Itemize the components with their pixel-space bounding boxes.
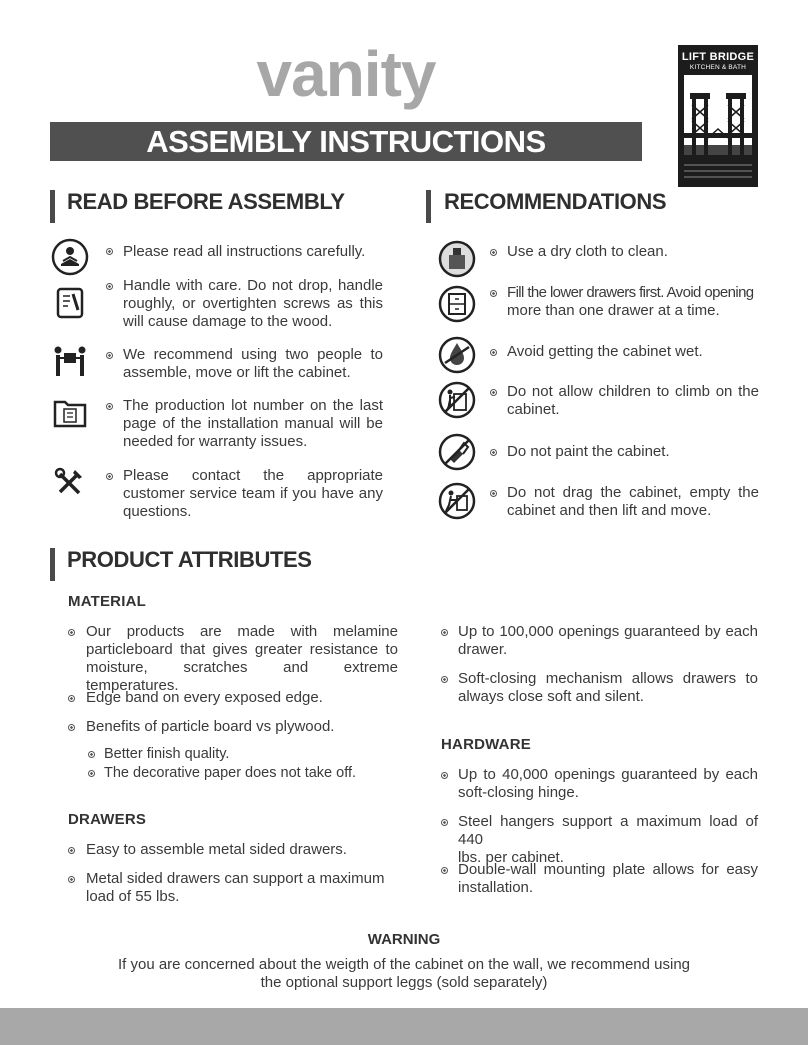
bullet <box>88 770 95 777</box>
no-paint-icon <box>437 432 477 472</box>
read-item-5-line3: questions. <box>123 503 192 520</box>
hardware-item-2 <box>458 813 758 867</box>
rec-item-1 <box>507 243 759 261</box>
two-people-icon <box>50 340 90 380</box>
no-drag-icon <box>437 481 477 521</box>
rec-item-5-line1: Do not paint the cabinet. <box>507 443 670 460</box>
read-item-4-line2: page of the installation manual will be <box>123 415 383 432</box>
rec-item-2-line1: Fill the lower drawers first. Avoid opening <box>507 284 754 301</box>
rec-item-4-line1: Do not allow children to climb on the <box>507 383 759 400</box>
hardware-heading: HARDWARE <box>441 736 531 753</box>
hardware-item-3-line2: installation. <box>458 879 534 896</box>
tools-icon <box>50 462 90 502</box>
read-item-3-line1: We recommend using two people to <box>123 346 383 363</box>
read-item-3-line2: assemble, move or lift the cabinet. <box>123 364 351 381</box>
read-item-1 <box>123 243 383 261</box>
read-item-2 <box>123 277 383 331</box>
rec-item-2 <box>507 284 759 320</box>
no-climb-icon <box>437 380 477 420</box>
bullet <box>490 290 497 297</box>
material-item-1 <box>86 623 398 695</box>
drawers-item-2 <box>86 870 398 906</box>
warning-text <box>100 956 708 992</box>
bullet <box>441 819 448 826</box>
bullet <box>68 876 75 883</box>
rec-item-6-line1: Do not drag the cabinet, empty the <box>507 484 759 501</box>
logo-line1: LIFT BRIDGE <box>681 51 755 63</box>
material-item-1-line1: Our products are made with melamine <box>86 623 398 640</box>
bullet <box>88 751 95 758</box>
rec-item-5 <box>507 443 759 461</box>
read-item-4-line1: The production lot number on the last <box>123 397 383 414</box>
bullet <box>490 449 497 456</box>
rec-item-4-line2: cabinet. <box>507 401 560 418</box>
page-title: ASSEMBLY INSTRUCTIONS <box>50 122 642 161</box>
warning-line1: If you are concerned about the weigth of the cabinet on the wall, we recommend using <box>117 956 690 973</box>
read-item-4-line3: needed for warranty issues. <box>123 433 308 450</box>
warning-heading: WARNING <box>367 931 441 948</box>
product-name: vanity <box>256 38 436 110</box>
no-water-icon <box>437 335 477 375</box>
recommendations-title: RECOMMENDATIONS <box>444 189 667 214</box>
product-attributes-title: PRODUCT ATTRIBUTES <box>67 547 312 572</box>
bullet <box>68 847 75 854</box>
drawers-item-2-line2: load of 55 lbs. <box>86 888 180 905</box>
material-item-2-line1: Edge band on every exposed edge. <box>86 689 323 706</box>
read-item-5-line2: customer service team if you have any <box>123 485 383 502</box>
drawers-icon <box>437 284 477 324</box>
bullet <box>106 403 113 410</box>
brand-logo <box>678 45 758 187</box>
bullet <box>441 867 448 874</box>
hardware-item-2-line2: lbs. per cabinet. <box>458 849 564 866</box>
rec-item-2-line2: more than one drawer at a time. <box>507 302 720 319</box>
material-item-1-line2: particleboard that gives greater resistance to <box>86 641 398 658</box>
drawers-item-1 <box>86 841 398 859</box>
bridge-illustration-icon <box>684 75 752 183</box>
rec-item-6 <box>507 484 759 520</box>
rec-item-1-line1: Use a dry cloth to clean. <box>507 243 668 260</box>
read-item-5 <box>123 467 383 521</box>
hardware-item-3 <box>458 861 758 897</box>
read-item-1-line1: Please read all instructions carefully. <box>123 243 366 260</box>
material-subitem-2: The decorative paper does not take off. <box>104 765 357 781</box>
bullet <box>441 772 448 779</box>
drawers-item-1-line1: Easy to assemble metal sided drawers. <box>86 841 347 858</box>
drawer-openings-item <box>458 623 758 659</box>
drawer-openings-line2: drawer. <box>458 641 508 658</box>
folder-icon <box>50 392 90 432</box>
rec-item-3 <box>507 343 759 361</box>
warning-line2: the optional support leggs (sold separately) <box>260 974 548 991</box>
read-item-3 <box>123 346 383 382</box>
section-marker <box>50 548 55 581</box>
bullet <box>441 629 448 636</box>
section-marker <box>426 190 431 223</box>
material-item-1-line3: moisture, scratches and extreme temperatures. <box>86 659 398 694</box>
read-item-5-line1: Please contact the appropriate <box>123 467 383 484</box>
material-subitem-1: Better finish quality. <box>104 746 230 762</box>
manual-icon <box>50 282 90 322</box>
rec-item-6-line2: cabinet and then lift and move. <box>507 502 712 519</box>
material-item-3-line1: Benefits of particle board vs plywood. <box>86 718 335 735</box>
bullet <box>68 724 75 731</box>
bullet <box>441 676 448 683</box>
hardware-item-2-line1: Steel hangers support a maximum load of 440 <box>458 813 758 848</box>
hardware-item-1-line1: Up to 40,000 openings guaranteed by each <box>458 766 758 783</box>
drawers-item-2-line1: Metal sided drawers can support a maximum <box>86 870 385 887</box>
read-item-2-line1: Handle with care. Do not drop, handle <box>123 277 383 294</box>
soft-closing-item <box>458 670 758 706</box>
bullet <box>106 352 113 359</box>
dry-cloth-icon <box>437 239 477 279</box>
drawer-openings-line1: Up to 100,000 openings guaranteed by each <box>458 623 758 640</box>
rec-item-3-line1: Avoid getting the cabinet wet. <box>507 343 703 360</box>
soft-closing-line2: always close soft and silent. <box>458 688 644 705</box>
bullet <box>490 389 497 396</box>
bullet <box>106 473 113 480</box>
bullet <box>490 249 497 256</box>
bullet <box>68 629 75 636</box>
logo-line2: KITCHEN & BATH <box>689 64 747 71</box>
section-marker <box>50 190 55 223</box>
read-item-2-line3: will cause damage to the wood. <box>123 313 333 330</box>
read-before-title: READ BEFORE ASSEMBLY <box>67 189 345 214</box>
drawers-heading: DRAWERS <box>68 811 147 828</box>
material-item-2 <box>86 689 398 707</box>
hardware-item-1 <box>458 766 758 802</box>
soft-closing-line1: Soft-closing mechanism allows drawers to <box>458 670 758 687</box>
material-heading: MATERIAL <box>68 593 146 610</box>
bullet <box>490 349 497 356</box>
read-item-4 <box>123 397 383 451</box>
footer-bar <box>0 1008 808 1045</box>
bullet <box>68 695 75 702</box>
material-item-3 <box>86 718 398 736</box>
bullet <box>106 283 113 290</box>
rec-item-4 <box>507 383 759 419</box>
bullet <box>106 248 113 255</box>
hardware-item-3-line1: Double-wall mounting plate allows for easy <box>458 861 758 878</box>
read-item-2-line2: roughly, or overtighten screws as this <box>123 295 383 312</box>
reader-icon <box>50 237 90 277</box>
hardware-item-1-line2: soft-closing hinge. <box>458 784 579 801</box>
bullet <box>490 490 497 497</box>
